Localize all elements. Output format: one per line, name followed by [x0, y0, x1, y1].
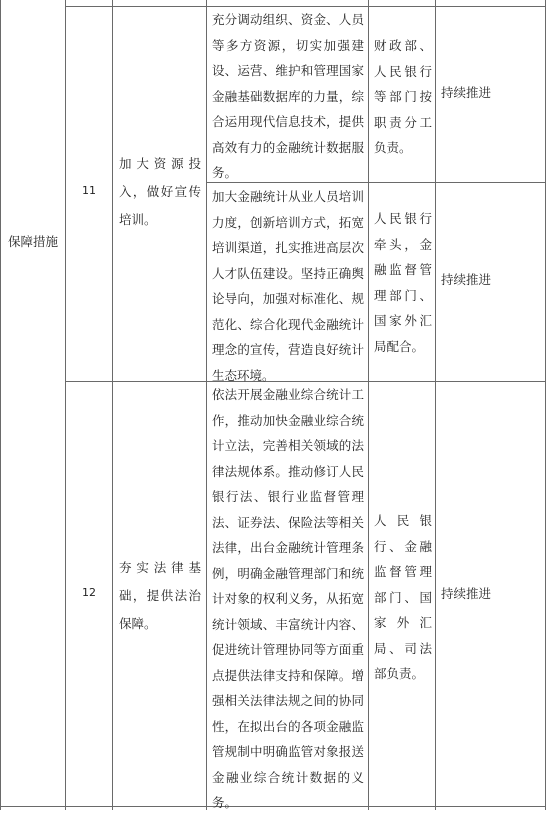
dept-text: 人民银行、金融监督管理部门、国家外汇局、司法部负责。: [374, 513, 432, 681]
dept-text: 人民银行牵头，金融监督管理部门、国家外汇局配合。: [374, 211, 432, 354]
grid-line: [545, 0, 546, 810]
grid-line: [368, 0, 369, 810]
row-number: 11: [82, 184, 96, 197]
timeline-text: 持续推进: [441, 586, 492, 601]
dept-text: 财政部、人民银行等部门按职责分工负责。: [374, 38, 432, 155]
grid-line: [112, 0, 113, 810]
content-text: 充分调动组织、资金、人员等多方资源，切实加强建设、运营、维护和管理国家金融基础数据库的力量，综合运用现代信息技术，提供高效有力的金融统计数据服务。: [212, 12, 364, 180]
grid-line: [206, 0, 207, 810]
task-text: 加大资源投入，做好宣传培训。: [119, 156, 201, 227]
timeline-text: 持续推进: [441, 272, 492, 287]
category-label: 保障措施: [7, 234, 58, 249]
grid-line: [435, 0, 436, 810]
timeline-text: 持续推进: [441, 85, 492, 100]
task-text: 夯实法律基础，提供法治保障。: [119, 560, 201, 631]
content-text: 依法开展金融业综合统计工作，推动加快金融业综合统计立法，完善相关领域的法律法规体系。推动修订人民银行法、银行业监督管理法、证券法、保险法等相关法律，出台金融统计管理条例，明确金融管理部门和统计对象的权利义务，从拓宽统计领域、丰富统计内容、促进统计管理协同等方面重点提供法律支持和保障。增强相关法律法规之间的协同性，在拟出台的各项金融监管规制中明确监管对象报送金融业综合统计数据的义务。: [212, 387, 364, 810]
grid-line: [65, 0, 66, 810]
content-text: 加大金融统计从业人员培训力度，创新培训方式，拓宽培训渠道，扎实推进高层次人才队伍建设。坚持正确舆论导向，加强对标准化、规范化、综合化现代金融统计理念的宣传，营造良好统计生态环境。: [212, 189, 364, 383]
grid-line: [0, 0, 1, 810]
row-number: 12: [82, 586, 96, 599]
